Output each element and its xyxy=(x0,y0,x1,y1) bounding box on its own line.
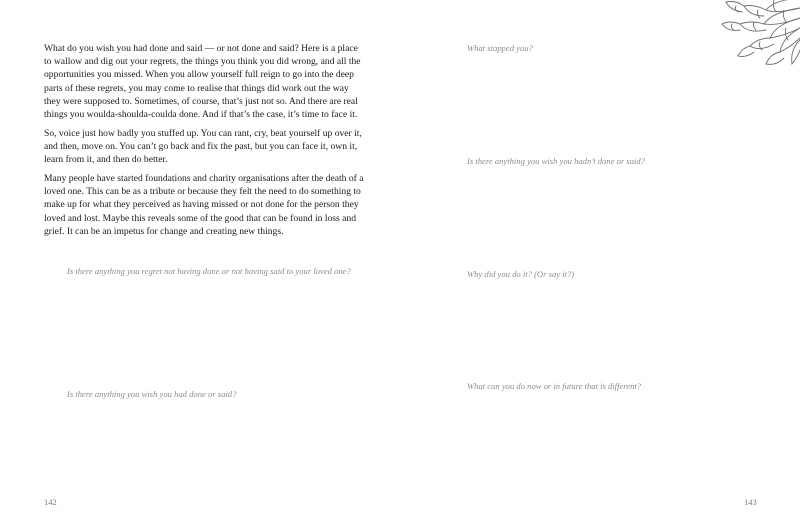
prompt-what-can-you-do: What can you do now or in future that is different? xyxy=(467,381,642,391)
paragraph-voice: So, voice just how badly you stuffed up. You can rant, cry, beat yourself up over it, and then, move on. You can’t go back and fix the past, but you can face it, own it, learn from it, and then do better. xyxy=(44,128,362,166)
page-number-right: 143 xyxy=(744,497,757,507)
prompt-wish-hadnt-done: Is there anything you wish you hadn’t done or said? xyxy=(467,156,645,166)
flower-illustration-icon xyxy=(714,0,800,70)
paragraph-intro: What do you wish you had done and said — or not done and said? Here is a place to wallow and dig out your regrets, the things you think you did wrong, and all the opportunities you missed. When you allow yourself full reign to go into the deep parts of these regrets, you may come to realise that things did work out the way they were supposed to. Sometimes, of course, that’s just not so. And there are real things you woulda-shoulda-coulda done. And if that’s the case, it’s time to face it. xyxy=(44,43,361,121)
prompt-regret-not-done: Is there anything you regret not having done or not having said to your loved one? xyxy=(67,266,351,276)
paragraph-foundations: Many people have started foundations and charity organisations after the death of a loved one. This can be as a tribute or because they felt the need to do something to make up for what they perceived as having missed or not done for the person they loved and lost. Maybe this reveals some of the good that can be found in loss and grief. It can be an impetus for change and creating new things. xyxy=(44,173,364,237)
prompt-why-did-you: Why did you do it? (Or say it?) xyxy=(467,269,575,279)
prompt-wish-had-done: Is there anything you wish you had done or said? xyxy=(67,389,237,399)
page-number-left: 142 xyxy=(44,497,57,507)
prompt-what-stopped: What stopped you? xyxy=(467,43,533,53)
right-page xyxy=(400,0,800,522)
